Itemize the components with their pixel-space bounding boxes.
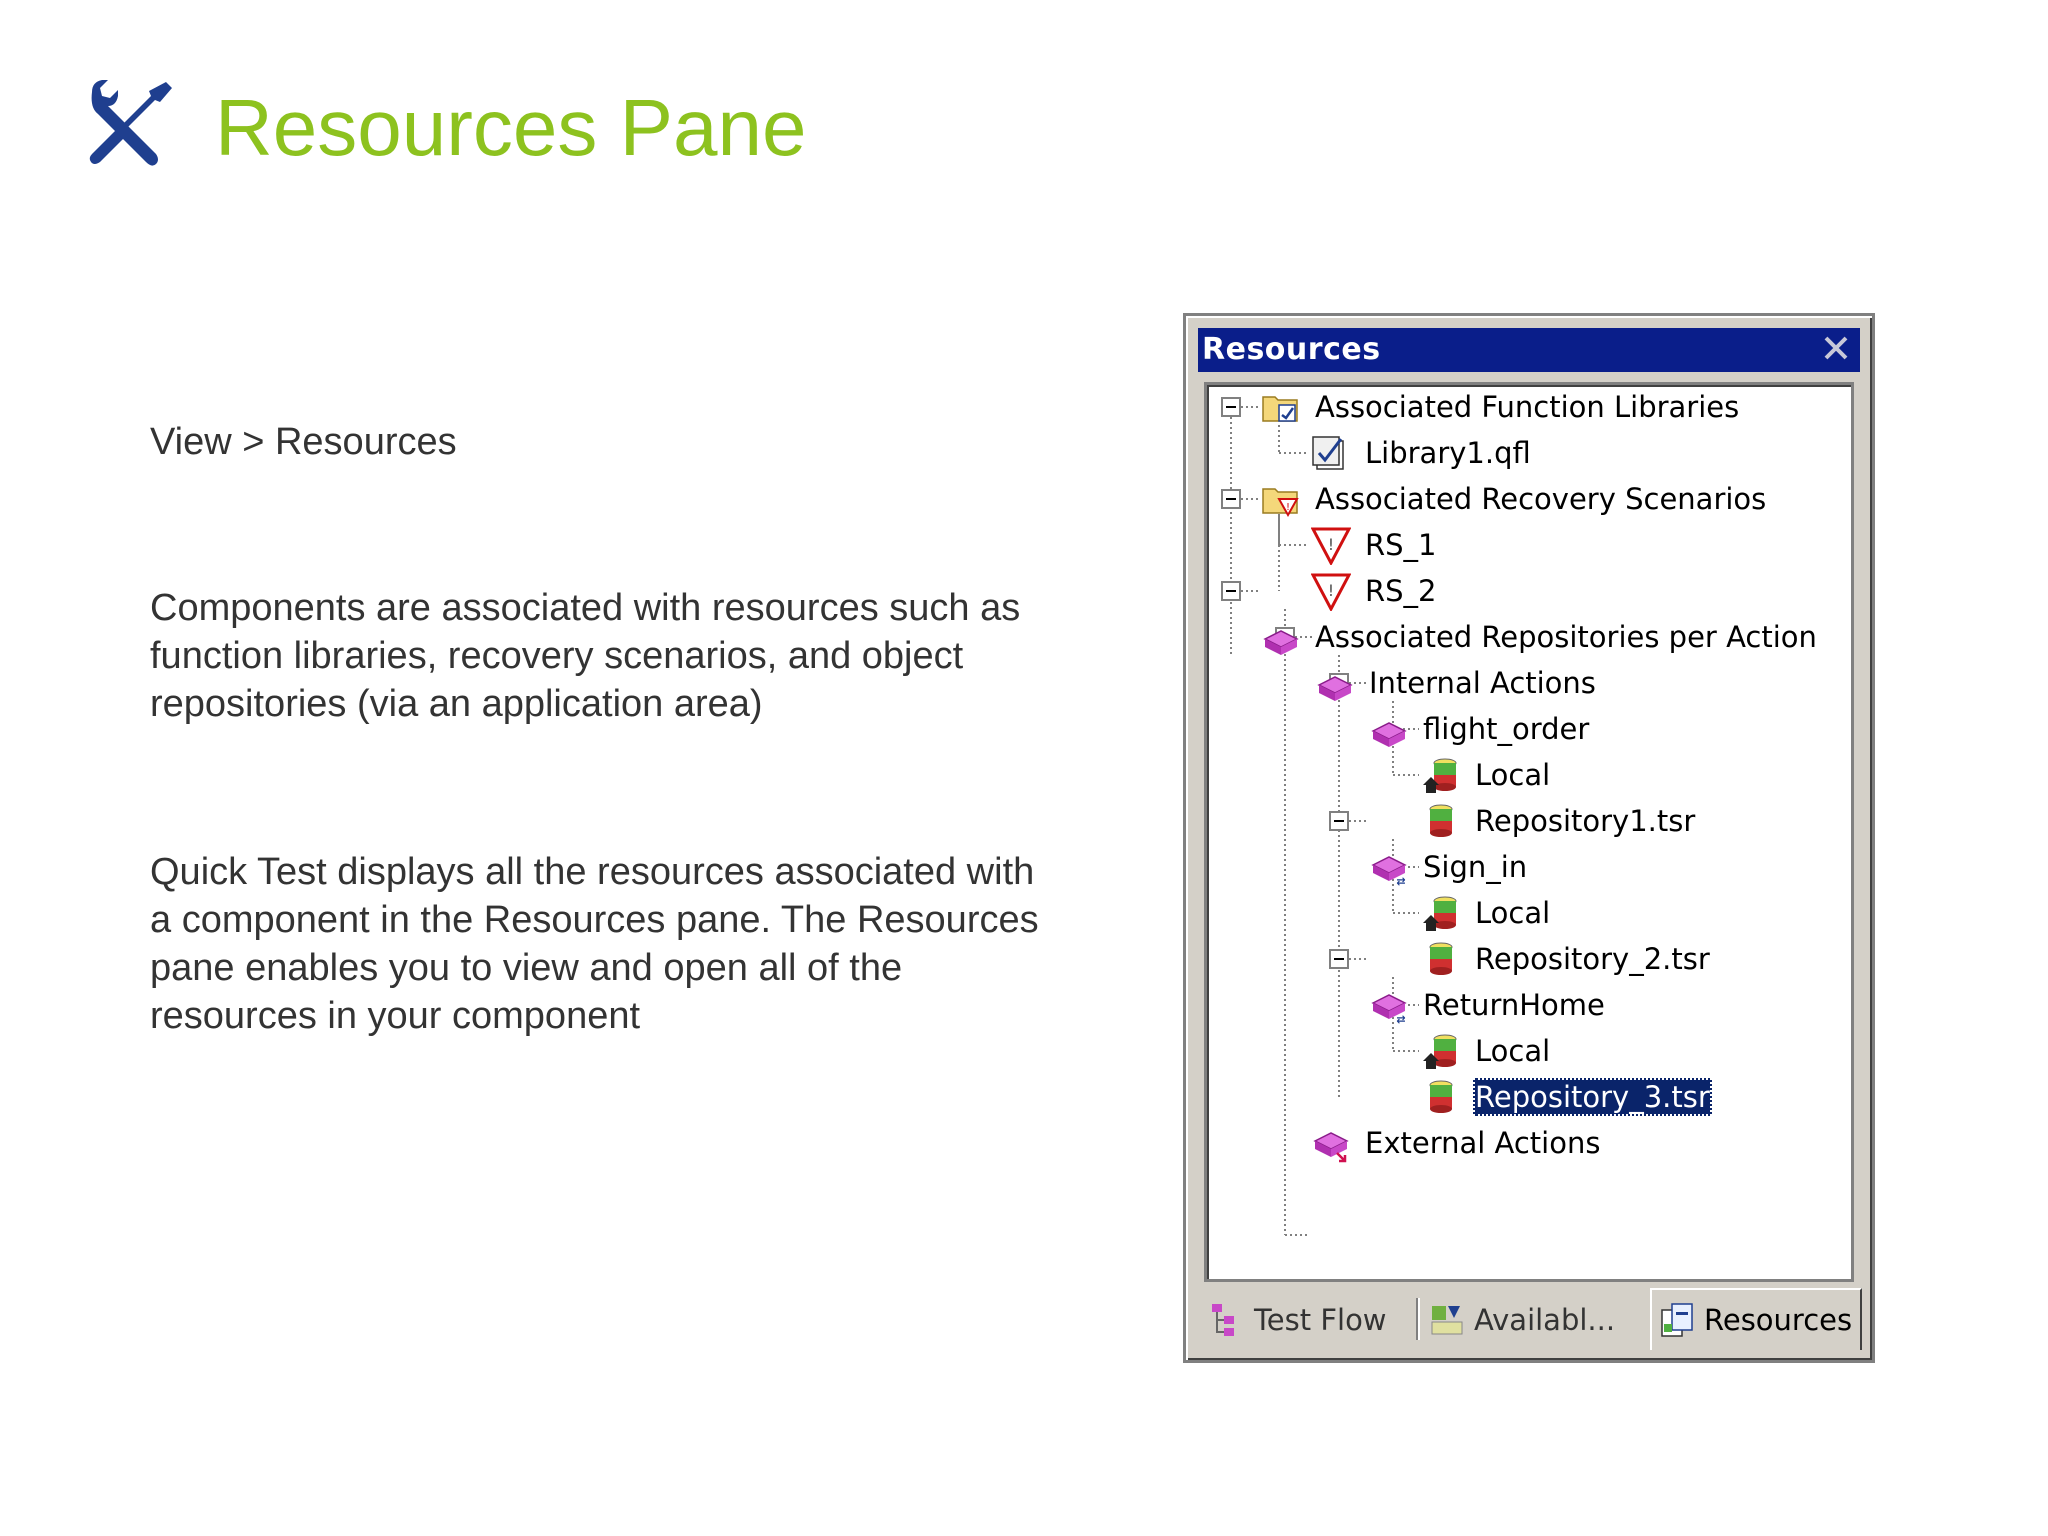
tree-item-repository-file[interactable]: Repository_2.tsr [1421,939,1712,979]
reusable-action-icon [1369,985,1409,1025]
repository-group-icon [1261,617,1301,657]
library-file-icon [1311,433,1351,473]
resources-pane-window [1183,313,1875,1363]
close-icon[interactable] [1820,332,1852,364]
description-paragraph-2: Quick Test displays all the resources associated with a component in the Resources pane. The Resources pane enables you to view and open all of the resources in your component [150,851,1039,1037]
reusable-action-icon [1369,847,1409,887]
external-action-icon [1311,1123,1351,1163]
tab-test-flow[interactable]: Test Flow [1210,1294,1387,1346]
repository-file-icon [1421,1077,1461,1117]
recovery-scenario-icon [1311,525,1351,565]
pane-tab-strip [1198,1288,1866,1352]
action-icon [1369,709,1409,749]
tree-item-sign-in[interactable]: ⇄ Sign_in [1369,847,1529,887]
svg-text:!: ! [1327,535,1335,554]
description-paragraph-1: Components are associated with resources such as function libraries, recovery scenarios, and object repositories (via an application area) [150,587,1021,725]
pane-title-bar [1198,328,1860,372]
tree-item-repository-file-selected[interactable]: Repository_3.tsr [1421,1077,1712,1117]
page-title: Resources Pane [215,83,807,172]
local-repository-icon [1421,893,1461,933]
svg-text:⇄: ⇄ [1396,1013,1406,1025]
tree-item-rs-2[interactable]: ! RS_2 [1311,571,1439,611]
pane-title: Resources [1202,332,1381,367]
tree-item-library-file[interactable]: Library1.qfl [1311,433,1533,473]
tree-item-function-libraries[interactable]: Associated Function Libraries [1261,387,1741,427]
local-repository-icon [1421,755,1461,795]
recovery-scenario-icon [1311,571,1351,611]
menu-path-text: View > Resources [150,421,457,463]
tree-item-return-home[interactable]: ⇄ ReturnHome [1369,985,1607,1025]
tree-item-local[interactable]: Local [1421,755,1552,795]
tree-item-repository-file[interactable]: Repository1.tsr [1421,801,1697,841]
tree-item-external-actions[interactable]: External Actions [1311,1123,1602,1163]
repository-file-icon [1421,939,1461,979]
tree-item-internal-actions[interactable]: Internal Actions [1315,663,1598,703]
svg-text:⇄: ⇄ [1396,875,1406,887]
tree-item-local[interactable]: Local [1421,1031,1552,1071]
resources-tab-icon [1660,1302,1696,1338]
action-group-icon [1315,663,1355,703]
svg-text:!: ! [1327,581,1335,600]
tab-resources[interactable]: Resources [1650,1288,1862,1350]
tree-item-recovery-scenarios[interactable]: ! Associated Recovery Scenarios [1261,479,1768,519]
tree-item-repositories-per-action[interactable]: Associated Repositories per Action [1261,617,1819,657]
folder-library-icon [1261,387,1301,427]
folder-recovery-icon [1261,479,1301,519]
repository-file-icon [1421,801,1461,841]
test-flow-icon [1210,1302,1246,1338]
svg-text:!: ! [1285,502,1291,513]
collapse-toggle[interactable] [1329,811,1349,831]
available-keywords-icon [1430,1302,1466,1338]
collapse-toggle[interactable] [1221,581,1241,601]
collapse-toggle[interactable] [1221,397,1241,417]
tab-available-keywords[interactable]: Availabl... [1430,1294,1615,1346]
tab-separator [1416,1298,1420,1340]
tree-item-local[interactable]: Local [1421,893,1552,933]
resources-tree[interactable] [1204,382,1854,1282]
local-repository-icon [1421,1031,1461,1071]
collapse-toggle[interactable] [1329,949,1349,969]
collapse-toggle[interactable] [1221,489,1241,509]
tree-item-rs-1[interactable]: ! RS_1 [1311,525,1439,565]
tools-icon [86,78,176,168]
tree-item-flight-order[interactable]: flight_order [1369,709,1591,749]
